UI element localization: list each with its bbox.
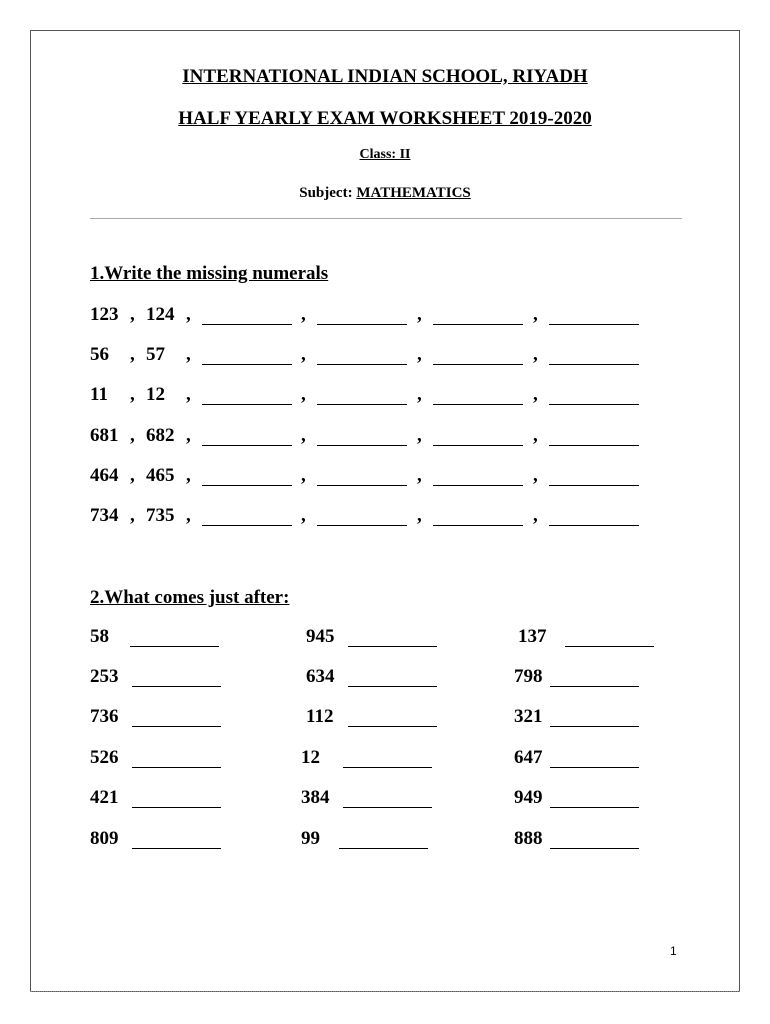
subject-value: MATHEMATICS xyxy=(356,185,471,201)
answer-blank[interactable] xyxy=(339,848,428,849)
just-after-number: 321 xyxy=(514,706,543,727)
answer-blank[interactable] xyxy=(343,767,432,768)
comma-separator: , xyxy=(533,505,538,526)
comma-separator: , xyxy=(301,304,306,325)
answer-blank[interactable] xyxy=(549,404,639,405)
comma-separator: , xyxy=(533,304,538,325)
school-name: INTERNATIONAL INDIAN SCHOOL, RIYADH xyxy=(182,66,588,87)
answer-blank[interactable] xyxy=(343,807,432,808)
comma-separator: , xyxy=(130,384,135,405)
answer-blank[interactable] xyxy=(549,525,639,526)
comma-separator: , xyxy=(301,465,306,486)
header-divider xyxy=(90,218,682,219)
class-label: Class: II xyxy=(359,147,411,162)
just-after-number: 137 xyxy=(518,626,547,647)
comma-separator: , xyxy=(301,505,306,526)
answer-blank[interactable] xyxy=(317,445,407,446)
sequence-number: 681 xyxy=(90,425,119,446)
comma-separator: , xyxy=(533,384,538,405)
answer-blank[interactable] xyxy=(202,324,292,325)
answer-blank[interactable] xyxy=(550,686,639,687)
comma-separator: , xyxy=(417,384,422,405)
comma-separator: , xyxy=(130,465,135,486)
subject-label: Subject: xyxy=(299,185,357,201)
comma-separator: , xyxy=(186,304,191,325)
answer-blank[interactable] xyxy=(132,686,221,687)
exam-title: HALF YEARLY EXAM WORKSHEET 2019-2020 xyxy=(178,108,592,129)
answer-blank[interactable] xyxy=(132,726,221,727)
question-1-title: 1.Write the missing numerals xyxy=(90,263,329,284)
sequence-number: 682 xyxy=(146,425,175,446)
answer-blank[interactable] xyxy=(549,445,639,446)
just-after-number: 384 xyxy=(301,787,330,808)
answer-blank[interactable] xyxy=(202,364,292,365)
answer-blank[interactable] xyxy=(433,485,523,486)
answer-blank[interactable] xyxy=(317,324,407,325)
comma-separator: , xyxy=(417,505,422,526)
just-after-number: 945 xyxy=(306,626,335,647)
answer-blank[interactable] xyxy=(202,485,292,486)
just-after-number: 949 xyxy=(514,787,543,808)
sequence-number: 57 xyxy=(146,344,165,365)
answer-blank[interactable] xyxy=(433,525,523,526)
answer-blank[interactable] xyxy=(130,646,219,647)
answer-blank[interactable] xyxy=(132,848,221,849)
answer-blank[interactable] xyxy=(348,646,437,647)
just-after-number: 112 xyxy=(306,706,334,727)
comma-separator: , xyxy=(186,344,191,365)
just-after-number: 421 xyxy=(90,787,119,808)
answer-blank[interactable] xyxy=(317,404,407,405)
comma-separator: , xyxy=(130,505,135,526)
answer-blank[interactable] xyxy=(317,525,407,526)
sequence-number: 11 xyxy=(90,384,108,405)
subject-line xyxy=(30,185,740,202)
answer-blank[interactable] xyxy=(550,767,639,768)
answer-blank[interactable] xyxy=(348,686,437,687)
comma-separator: , xyxy=(130,304,135,325)
answer-blank[interactable] xyxy=(132,767,221,768)
just-after-number: 798 xyxy=(514,666,543,687)
answer-blank[interactable] xyxy=(433,445,523,446)
answer-blank[interactable] xyxy=(317,364,407,365)
answer-blank[interactable] xyxy=(565,646,654,647)
comma-separator: , xyxy=(301,344,306,365)
answer-blank[interactable] xyxy=(549,485,639,486)
just-after-number: 634 xyxy=(306,666,335,687)
comma-separator: , xyxy=(186,465,191,486)
just-after-number: 526 xyxy=(90,747,119,768)
answer-blank[interactable] xyxy=(202,525,292,526)
answer-blank[interactable] xyxy=(132,807,221,808)
sequence-number: 123 xyxy=(90,304,119,325)
answer-blank[interactable] xyxy=(550,848,639,849)
sequence-number: 735 xyxy=(146,505,175,526)
just-after-number: 253 xyxy=(90,666,119,687)
comma-separator: , xyxy=(301,384,306,405)
comma-separator: , xyxy=(186,425,191,446)
answer-blank[interactable] xyxy=(433,364,523,365)
answer-blank[interactable] xyxy=(549,324,639,325)
just-after-number: 809 xyxy=(90,828,119,849)
just-after-number: 647 xyxy=(514,747,543,768)
comma-separator: , xyxy=(417,304,422,325)
comma-separator: , xyxy=(186,384,191,405)
sequence-number: 56 xyxy=(90,344,109,365)
comma-separator: , xyxy=(130,344,135,365)
comma-separator: , xyxy=(130,425,135,446)
answer-blank[interactable] xyxy=(348,726,437,727)
sequence-number: 734 xyxy=(90,505,119,526)
comma-separator: , xyxy=(301,425,306,446)
answer-blank[interactable] xyxy=(202,404,292,405)
answer-blank[interactable] xyxy=(550,807,639,808)
just-after-number: 99 xyxy=(301,828,320,849)
answer-blank[interactable] xyxy=(550,726,639,727)
comma-separator: , xyxy=(533,344,538,365)
just-after-number: 58 xyxy=(90,626,109,647)
sequence-number: 464 xyxy=(90,465,119,486)
comma-separator: , xyxy=(417,344,422,365)
page-bottom-edge xyxy=(30,991,740,992)
sequence-number: 12 xyxy=(146,384,165,405)
answer-blank[interactable] xyxy=(317,485,407,486)
comma-separator: , xyxy=(533,425,538,446)
question-2-title: 2.What comes just after: xyxy=(90,587,290,608)
just-after-number: 736 xyxy=(90,706,119,727)
just-after-number: 888 xyxy=(514,828,543,849)
sequence-number: 124 xyxy=(146,304,175,325)
comma-separator: , xyxy=(186,505,191,526)
answer-blank[interactable] xyxy=(433,404,523,405)
page-number: 1 xyxy=(670,944,677,958)
comma-separator: , xyxy=(417,425,422,446)
answer-blank[interactable] xyxy=(433,324,523,325)
comma-separator: , xyxy=(417,465,422,486)
answer-blank[interactable] xyxy=(202,445,292,446)
answer-blank[interactable] xyxy=(549,364,639,365)
sequence-number: 465 xyxy=(146,465,175,486)
comma-separator: , xyxy=(533,465,538,486)
just-after-number: 12 xyxy=(301,747,320,768)
